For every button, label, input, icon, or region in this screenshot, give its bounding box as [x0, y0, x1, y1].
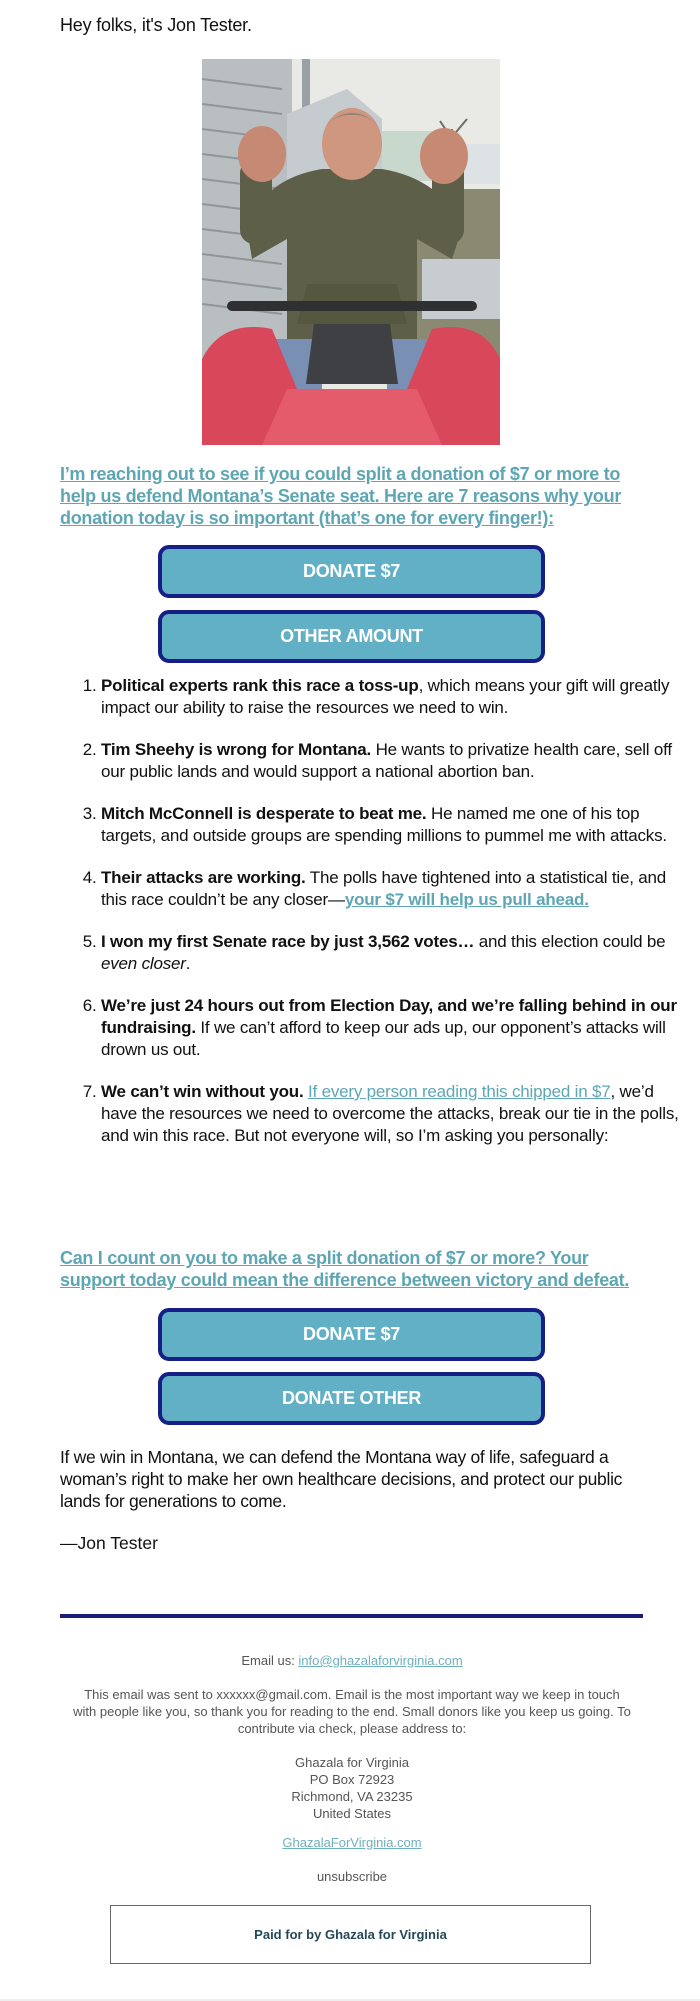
- donate-7-button[interactable]: DONATE $7: [158, 545, 545, 598]
- footer-email-line: [60, 1652, 644, 1669]
- list-item: [101, 867, 691, 911]
- address-line: PO Box 72923: [309, 1772, 395, 1787]
- donate-other-button[interactable]: DONATE OTHER: [158, 1372, 545, 1425]
- reason-heading: Mitch McConnell is desperate to beat me.: [101, 804, 427, 823]
- reason-heading: We can’t win without you.: [101, 1082, 304, 1101]
- pull-ahead-link[interactable]: your $7 will help us pull ahead.: [344, 890, 589, 909]
- greeting: Hey folks, it's Jon Tester.: [60, 15, 252, 35]
- other-amount-button[interactable]: OTHER AMOUNT: [158, 610, 545, 663]
- unsubscribe-line: [60, 1868, 644, 1885]
- reason-heading: Political experts rank this race a toss-up: [101, 676, 419, 695]
- ask-donation-link[interactable]: Can I count on you to make a split donation of $7 or more? Your support today could mean the difference between victory and defeat.: [60, 1248, 630, 1290]
- chip-in-link[interactable]: If every person reading this chipped in $7: [308, 1082, 611, 1101]
- reason-text: If we can’t afford to keep our ads up, our opponent’s attacks will drown us out.: [101, 1018, 666, 1059]
- address-line: Ghazala for Virginia: [295, 1755, 409, 1770]
- reason-heading: I won my first Senate race by just 3,562 votes…: [101, 932, 475, 951]
- unsubscribe-link[interactable]: unsubscribe: [316, 1869, 388, 1884]
- reason-text: , we’d have the resources we need to overcome the attacks, break our tie in the polls, and win this race. But not everyone will, so I’m asking you personally:: [101, 1082, 679, 1145]
- photo-illustration: [202, 59, 500, 445]
- lead-donation-link[interactable]: I’m reaching out to see if you could split a donation of $7 or more to help us defend Montana’s Senate seat. Here are 7 reasons why your donation today is so important (that’s one for every finger!):: [60, 464, 622, 528]
- reason-text-end: .: [185, 954, 191, 973]
- reason-emphasis: even closer: [101, 954, 186, 973]
- signoff: —Jon Tester: [60, 1533, 158, 1553]
- reason-heading: Tim Sheehy is wrong for Montana.: [101, 740, 372, 759]
- list-item: [101, 931, 691, 975]
- lead-paragraph: [60, 463, 644, 529]
- reason-heading: We’re just 24 hours out from Election Day, and we’re falling behind in our fundraising.: [101, 996, 677, 1037]
- closing-paragraph: If we win in Montana, we can defend the Montana way of life, safeguard a woman’s right to make her own healthcare decisions, and protect our public lands for generations to come.: [60, 1447, 623, 1511]
- email-link[interactable]: info@ghazalaforvirginia.com: [298, 1653, 463, 1668]
- reason-text: The polls have tightened into a statistical tie, and this race couldn’t be any closer—: [101, 868, 667, 909]
- footer-notice: This email was sent to xxxxxx@gmail.com. Email is the most important way we keep in touch with people like you, so thank you for reading to the end. Small donors like you keep us going. To contribute via check, please address to:: [73, 1687, 631, 1736]
- list-item: [101, 995, 691, 1061]
- list-item: [101, 803, 691, 847]
- list-item: [101, 739, 691, 783]
- mailing-address: [60, 1754, 644, 1822]
- reason-text: and this election could be: [474, 932, 666, 951]
- ask-paragraph: [60, 1247, 644, 1291]
- website-line: [60, 1834, 644, 1851]
- footer-divider: [60, 1614, 643, 1618]
- address-line: Richmond, VA 23235: [291, 1789, 413, 1804]
- reason-text: He named me one of his top targets, and outside groups are spending millions to pummel me with attacks.: [101, 804, 667, 845]
- paid-for-disclaimer: Paid for by Ghazala for Virginia: [110, 1905, 591, 1964]
- donate-7-button-bottom[interactable]: DONATE $7: [158, 1308, 545, 1361]
- reason-text: , which means your gift will greatly impact our ability to raise the resources we need to win.: [101, 676, 670, 717]
- address-line: United States: [312, 1806, 392, 1821]
- reason-text: He wants to privatize health care, sell off our public lands and would support a national abortion ban.: [101, 740, 672, 781]
- reasons-list: [60, 675, 691, 1167]
- list-item: [101, 675, 691, 719]
- list-item: [101, 1081, 691, 1147]
- website-link[interactable]: GhazalaForVirginia.com: [282, 1835, 422, 1850]
- email-label: Email us:: [241, 1653, 299, 1668]
- hero-photo: [202, 59, 500, 445]
- reason-heading: Their attacks are working.: [101, 868, 306, 887]
